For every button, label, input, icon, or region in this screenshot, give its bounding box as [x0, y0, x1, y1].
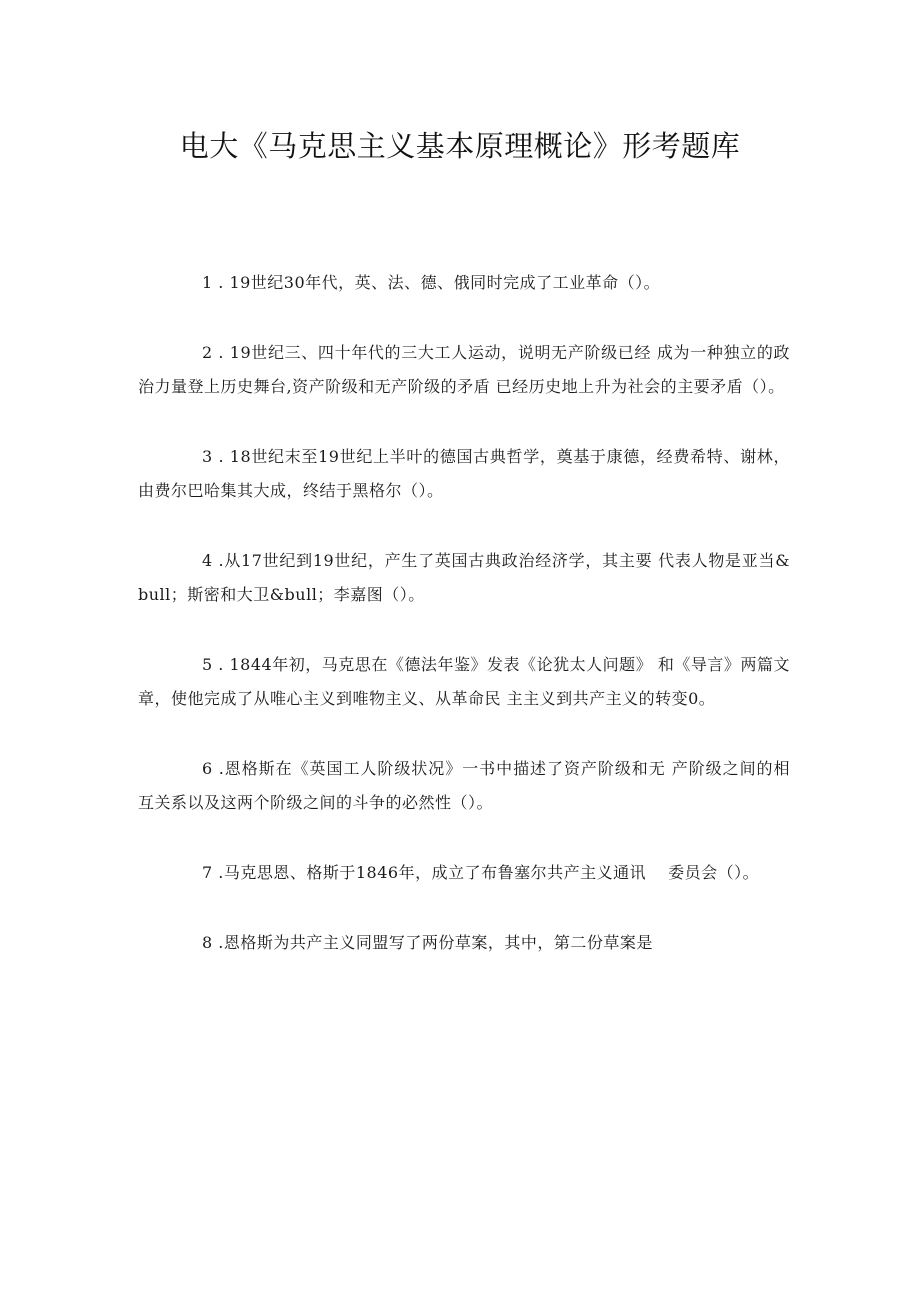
- document-title: 电大《马克思主义基本原理概论》形考题库: [179, 129, 741, 163]
- question-item-7: 7 .马克思恩、格斯于1846年，成立了布鲁塞尔共产主义通讯 委员会（）。: [202, 863, 760, 882]
- question-list: [138, 266, 790, 996]
- question-item-5: 5 . 1844年初，马克思在《德法年鉴》发表《论犹太人问题》 和《导言》两篇文章，使他完成了从唯心主义到唯物主义、从革命民 主主义到共产主义的转变0。: [138, 655, 790, 708]
- question-item-3: 3 . 18世纪末至19世纪上半叶的德国古典哲学，奠基于康德，经费希特、谢林，由费尔巴哈集其大成，终结于黑格尔（）。: [138, 447, 790, 500]
- question-item-6: 6 .恩格斯在《英国工人阶级状况》一书中描述了资产阶级和无 产阶级之间的相互关系以及这两个阶级之间的斗争的必然性（）。: [138, 759, 790, 812]
- question-item-1: 1 . 19世纪30年代，英、法、德、俄同时完成了工业革命（）。: [202, 273, 661, 292]
- question-item-2: 2 . 19世纪三、四十年代的三大工人运动，说明无产阶级已经 成为一种独立的政治力量登上历史舞台,资产阶级和无产阶级的矛盾 已经历史地上升为社会的主要矛盾（）。: [138, 343, 790, 396]
- question-item-4: 4 .从17世纪到19世纪，产生了英国古典政治经济学，其主要 代表人物是亚当&bull；斯密和大卫&bull；李嘉图（）。: [138, 551, 790, 604]
- question-item-8: 8 .恩格斯为共产主义同盟写了两份草案，其中，第二份草案是: [202, 933, 653, 952]
